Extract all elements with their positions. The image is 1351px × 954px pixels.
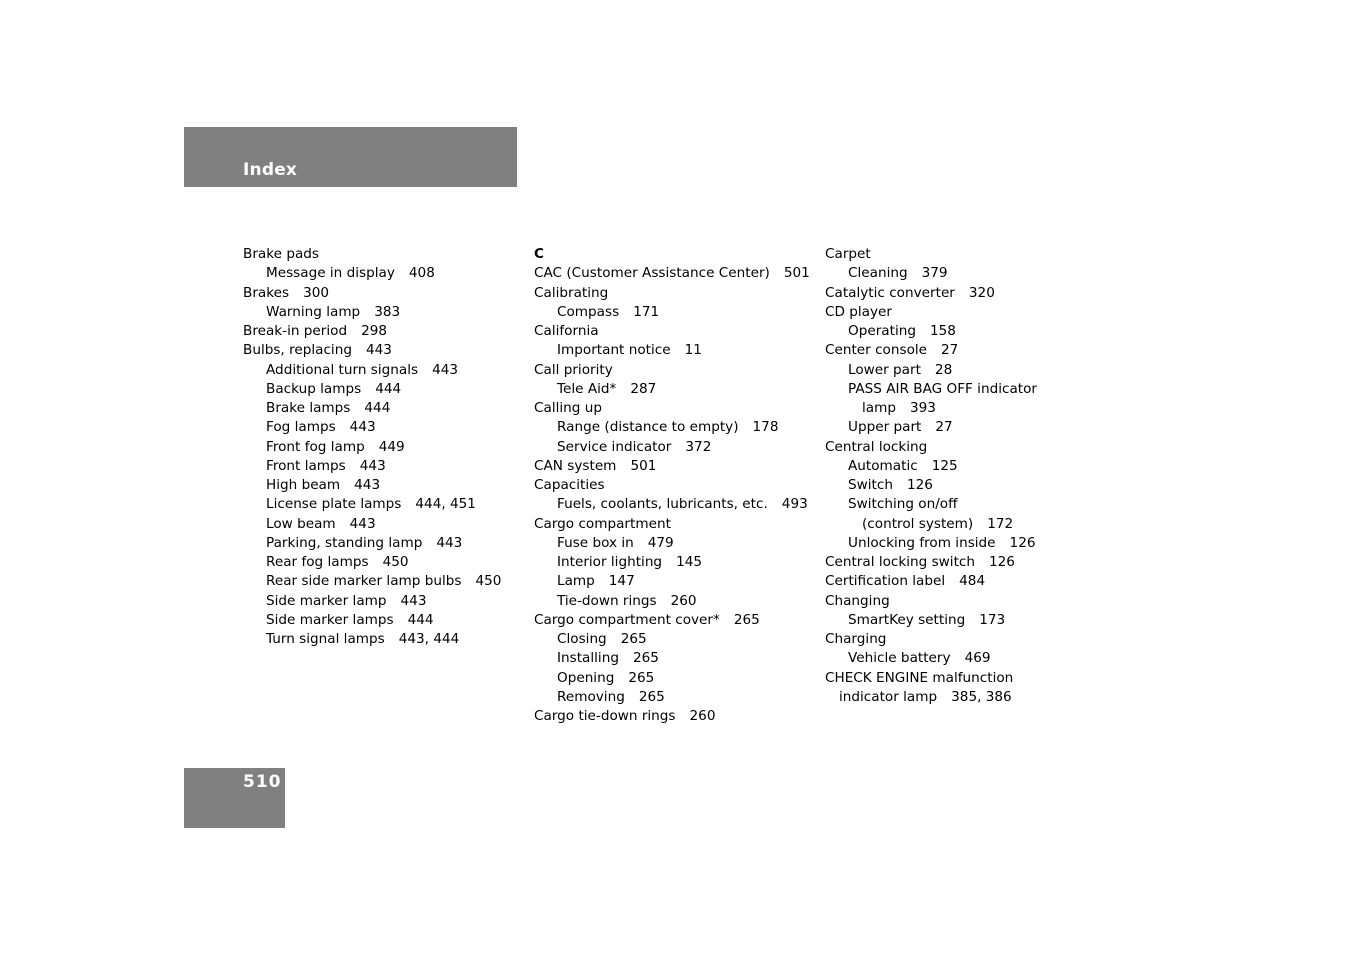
index-page-reference[interactable]: 450 — [475, 573, 502, 590]
index-subentry — [243, 534, 501, 553]
index-entry-text: Message in display — [266, 265, 395, 282]
index-entry-text: Brakes — [243, 284, 290, 301]
index-subentry — [534, 341, 810, 360]
index-entry-text: Front lamps — [266, 457, 346, 474]
index-entry-text: Warning lamp — [266, 303, 361, 320]
index-page-reference[interactable]: 265 — [628, 669, 655, 686]
index-subentry — [243, 592, 501, 611]
index-page-reference[interactable]: 147 — [608, 573, 635, 590]
index-entry — [534, 361, 810, 380]
index-page-reference[interactable]: 443 — [354, 477, 381, 493]
index-page-reference[interactable]: 126 — [906, 477, 933, 493]
index-subentry — [825, 649, 1037, 668]
index-subentry — [243, 399, 501, 418]
index-subentry — [534, 534, 810, 553]
index-entry — [825, 630, 1037, 649]
index-page-reference[interactable]: 444, 451 — [415, 496, 476, 513]
index-entry-text: Central locking switch — [825, 554, 975, 570]
page-title: Index — [243, 160, 298, 180]
index-entry-text: lamp — [862, 400, 896, 416]
index-entry-text: C — [534, 246, 544, 262]
index-subentry — [534, 303, 810, 322]
index-subentry — [243, 611, 501, 630]
index-subentry — [243, 418, 501, 437]
index-entry-text: Removing — [557, 688, 625, 705]
index-page-reference[interactable]: 501 — [630, 457, 657, 474]
index-entry — [825, 438, 1037, 457]
index-page-reference[interactable]: 379 — [921, 265, 948, 282]
index-page-reference[interactable]: 27 — [941, 342, 959, 359]
index-entry — [243, 322, 501, 341]
index-page-reference[interactable]: 443 — [349, 515, 376, 532]
index-page-reference[interactable]: 443 — [436, 534, 463, 551]
index-subentry — [534, 553, 810, 572]
index-page-reference[interactable]: 27 — [935, 419, 953, 436]
index-page-reference[interactable]: 443 — [349, 419, 376, 436]
index-entry — [825, 245, 1037, 264]
index-entry — [825, 303, 1037, 322]
index-subentry — [534, 630, 810, 649]
index-entry-text: PASS AIR BAG OFF indicator — [848, 380, 1038, 397]
index-entry-text: Switch — [848, 477, 893, 493]
index-entry-text: High beam — [266, 477, 341, 493]
index-subentry — [243, 476, 501, 495]
index-entry-text: Bulbs, replacing — [243, 342, 352, 359]
index-entry-text: Backup lamps — [266, 380, 362, 397]
index-page-reference[interactable]: 260 — [689, 708, 716, 724]
index-page-reference[interactable]: 172 — [987, 515, 1014, 532]
index-entry-text: License plate lamps — [266, 496, 402, 513]
index-subentry — [825, 476, 1037, 495]
index-page-reference[interactable]: 28 — [934, 361, 953, 378]
index-entry-text: Central locking — [825, 438, 928, 455]
index-subentry — [825, 688, 1037, 707]
index-entry-text: Lower part — [848, 361, 921, 378]
index-page-reference[interactable]: 260 — [670, 592, 697, 609]
index-entry-text: Operating — [848, 323, 916, 339]
index-page-reference[interactable]: 444 — [375, 380, 402, 397]
index-entry-text: Certification label — [825, 573, 946, 590]
index-subentry — [534, 418, 810, 437]
index-entry-text: Rear fog lamps — [266, 554, 369, 570]
index-entry-text: Unlocking from inside — [848, 534, 996, 551]
index-entry — [534, 476, 810, 495]
index-entry-text: Lamp — [557, 573, 595, 590]
index-entry-text: CHECK ENGINE malfunction — [825, 669, 1014, 686]
index-page-reference[interactable]: 450 — [382, 554, 409, 570]
index-page-reference[interactable]: 145 — [676, 554, 703, 570]
index-entry-text: CD player — [825, 303, 893, 320]
index-entry-text: Closing — [557, 631, 607, 647]
index-subentry — [825, 457, 1037, 476]
index-entry — [534, 457, 810, 476]
index-page-reference[interactable]: 287 — [630, 380, 657, 397]
index-entry-text: Fuels, coolants, lubricants, etc. — [557, 496, 768, 513]
index-page-reference[interactable]: 178 — [752, 419, 779, 436]
index-subentry — [534, 592, 810, 611]
index-entry-text: Calling up — [534, 400, 602, 416]
index-page-reference[interactable]: 173 — [979, 611, 1006, 628]
index-entry-text: Cargo compartment — [534, 515, 671, 532]
index-page-reference[interactable]: 484 — [959, 573, 986, 590]
index-subentry — [243, 515, 501, 534]
index-entry-text: Rear side marker lamp bulbs — [266, 573, 462, 590]
index-entry — [825, 669, 1037, 688]
index-page-reference[interactable]: 126 — [989, 554, 1015, 570]
index-column-2 — [534, 245, 810, 726]
index-entry — [825, 341, 1037, 360]
index-page-reference[interactable]: 443 — [365, 342, 392, 359]
index-subentry — [243, 495, 501, 514]
index-entry — [534, 515, 810, 534]
index-entry-text: Front fog lamp — [266, 438, 365, 455]
index-entry-text: Vehicle battery — [848, 650, 951, 667]
index-entry — [825, 553, 1037, 572]
index-subentry — [825, 534, 1037, 553]
index-entry-text: Capacities — [534, 477, 605, 493]
index-page-reference[interactable]: 265 — [632, 650, 659, 667]
index-subentry — [825, 361, 1037, 380]
index-entry-text: Catalytic converter — [825, 284, 955, 301]
index-entry-text: Tie-down rings — [557, 592, 657, 609]
index-entry — [243, 245, 501, 264]
index-entry-text: Tele Aid* — [557, 380, 617, 397]
index-entry-text: Interior lighting — [557, 554, 663, 570]
index-entry-text: Parking, standing lamp — [266, 534, 423, 551]
index-entry-text: CAC (Customer Assistance Center) — [534, 265, 770, 282]
index-subentry — [825, 418, 1037, 437]
index-subentry — [243, 264, 501, 283]
index-page-reference[interactable]: 449 — [378, 438, 405, 455]
index-entry — [534, 322, 810, 341]
index-page-reference[interactable]: 383 — [374, 303, 401, 320]
index-subentry — [825, 495, 1037, 514]
index-entry — [243, 341, 501, 360]
index-subentry — [825, 264, 1037, 283]
index-page-reference[interactable]: 171 — [633, 303, 660, 320]
index-entry-text: Fuse box in — [557, 534, 634, 551]
index-page-reference[interactable]: 320 — [968, 284, 995, 301]
index-page-reference[interactable]: 444 — [364, 400, 391, 416]
index-entry-text: Compass — [557, 303, 620, 320]
index-subentry — [534, 572, 810, 591]
index-subentry — [534, 380, 810, 399]
index-entry-text: Important notice — [557, 342, 671, 359]
index-page-reference[interactable]: 443 — [400, 592, 427, 609]
index-entry-text: Brake lamps — [266, 400, 351, 416]
index-entry — [825, 592, 1037, 611]
index-page-reference[interactable]: 469 — [964, 650, 991, 667]
index-entry-text: Opening — [557, 669, 615, 686]
index-entry-text: Carpet — [825, 246, 871, 262]
index-subentry — [825, 611, 1037, 630]
index-entry-text: Additional turn signals — [266, 361, 419, 378]
index-entry-text: Center console — [825, 342, 928, 359]
index-entry-text: California — [534, 323, 599, 339]
index-entry-text: Charging — [825, 631, 887, 647]
index-subentry — [243, 303, 501, 322]
index-subentry — [534, 688, 810, 707]
index-page-reference[interactable]: 298 — [361, 323, 388, 339]
index-page-reference[interactable]: 265 — [733, 611, 760, 628]
header-bar — [184, 127, 517, 187]
index-page-reference[interactable]: 479 — [647, 534, 674, 551]
index-entry-text: (control system) — [862, 515, 974, 532]
index-entry — [825, 572, 1037, 591]
index-page-reference[interactable]: 443 — [432, 361, 459, 378]
index-entry-text: Break-in period — [243, 323, 348, 339]
index-page-reference[interactable]: 126 — [1009, 534, 1036, 551]
index-page-reference[interactable]: 372 — [685, 438, 712, 455]
index-page-reference[interactable]: 444 — [407, 611, 434, 628]
index-subentry — [243, 380, 501, 399]
index-subentry — [825, 322, 1037, 341]
index-subentry — [825, 515, 1037, 534]
index-page-reference[interactable]: 11 — [684, 342, 702, 359]
index-page-reference[interactable]: 158 — [929, 323, 956, 339]
index-entry-text: Cleaning — [848, 265, 908, 282]
index-entry-text: Call priority — [534, 361, 613, 378]
index-entry-text: Service indicator — [557, 438, 672, 455]
index-page-reference[interactable]: 493 — [781, 496, 808, 513]
index-subentry — [243, 630, 501, 649]
index-subentry — [243, 553, 501, 572]
index-entry-text: Side marker lamp — [266, 592, 387, 609]
index-entry — [534, 264, 810, 283]
index-subentry — [534, 669, 810, 688]
index-entry-text: Cargo compartment cover* — [534, 611, 720, 628]
index-page-reference[interactable]: 443 — [359, 457, 386, 474]
index-entry-text: indicator lamp — [839, 688, 938, 705]
index-entry-text: Low beam — [266, 515, 336, 532]
index-entry — [534, 611, 810, 630]
index-page-reference[interactable]: 265 — [620, 631, 647, 647]
index-column-3 — [825, 245, 1037, 707]
index-subentry — [825, 399, 1037, 418]
index-subentry — [825, 380, 1037, 399]
index-entry — [534, 284, 810, 303]
index-page-reference[interactable]: 125 — [931, 457, 958, 474]
index-entry-text: Switching on/off — [848, 496, 958, 513]
index-entry-text: Cargo tie-down rings — [534, 708, 676, 724]
index-subentry — [534, 649, 810, 668]
index-section-letter — [534, 245, 810, 264]
index-entry-text: Calibrating — [534, 284, 609, 301]
index-entry-text: Installing — [557, 650, 619, 667]
index-subentry — [243, 361, 501, 380]
index-column-1 — [243, 245, 501, 649]
index-subentry — [243, 572, 501, 591]
index-subentry — [243, 438, 501, 457]
index-entry-text: Changing — [825, 592, 890, 609]
index-page-reference[interactable]: 300 — [303, 284, 330, 301]
index-entry — [534, 399, 810, 418]
index-entry-text: Side marker lamps — [266, 611, 394, 628]
index-page-reference[interactable]: 443, 444 — [398, 631, 460, 647]
index-page-reference[interactable]: 408 — [408, 265, 435, 282]
index-entry-text: CAN system — [534, 457, 617, 474]
index-page-reference[interactable]: 385, 386 — [951, 688, 1012, 705]
index-page-reference[interactable]: 393 — [909, 400, 936, 416]
index-entry — [534, 707, 810, 726]
index-entry-text: Turn signal lamps — [266, 631, 385, 647]
index-entry-text: Brake pads — [243, 246, 319, 262]
index-page-reference[interactable]: 501 — [783, 265, 810, 282]
index-entry — [825, 284, 1037, 303]
index-entry-text: Automatic — [848, 457, 918, 474]
index-entry-text: Fog lamps — [266, 419, 336, 436]
index-subentry — [534, 495, 810, 514]
index-entry-text: Upper part — [848, 419, 922, 436]
page-number: 510 — [243, 772, 282, 792]
page-number-box — [184, 768, 285, 828]
index-page-reference[interactable]: 265 — [638, 688, 665, 705]
index-entry-text: Range (distance to empty) — [557, 419, 739, 436]
index-subentry — [243, 457, 501, 476]
index-subentry — [534, 438, 810, 457]
index-entry-text: SmartKey setting — [848, 611, 966, 628]
index-entry — [243, 284, 501, 303]
